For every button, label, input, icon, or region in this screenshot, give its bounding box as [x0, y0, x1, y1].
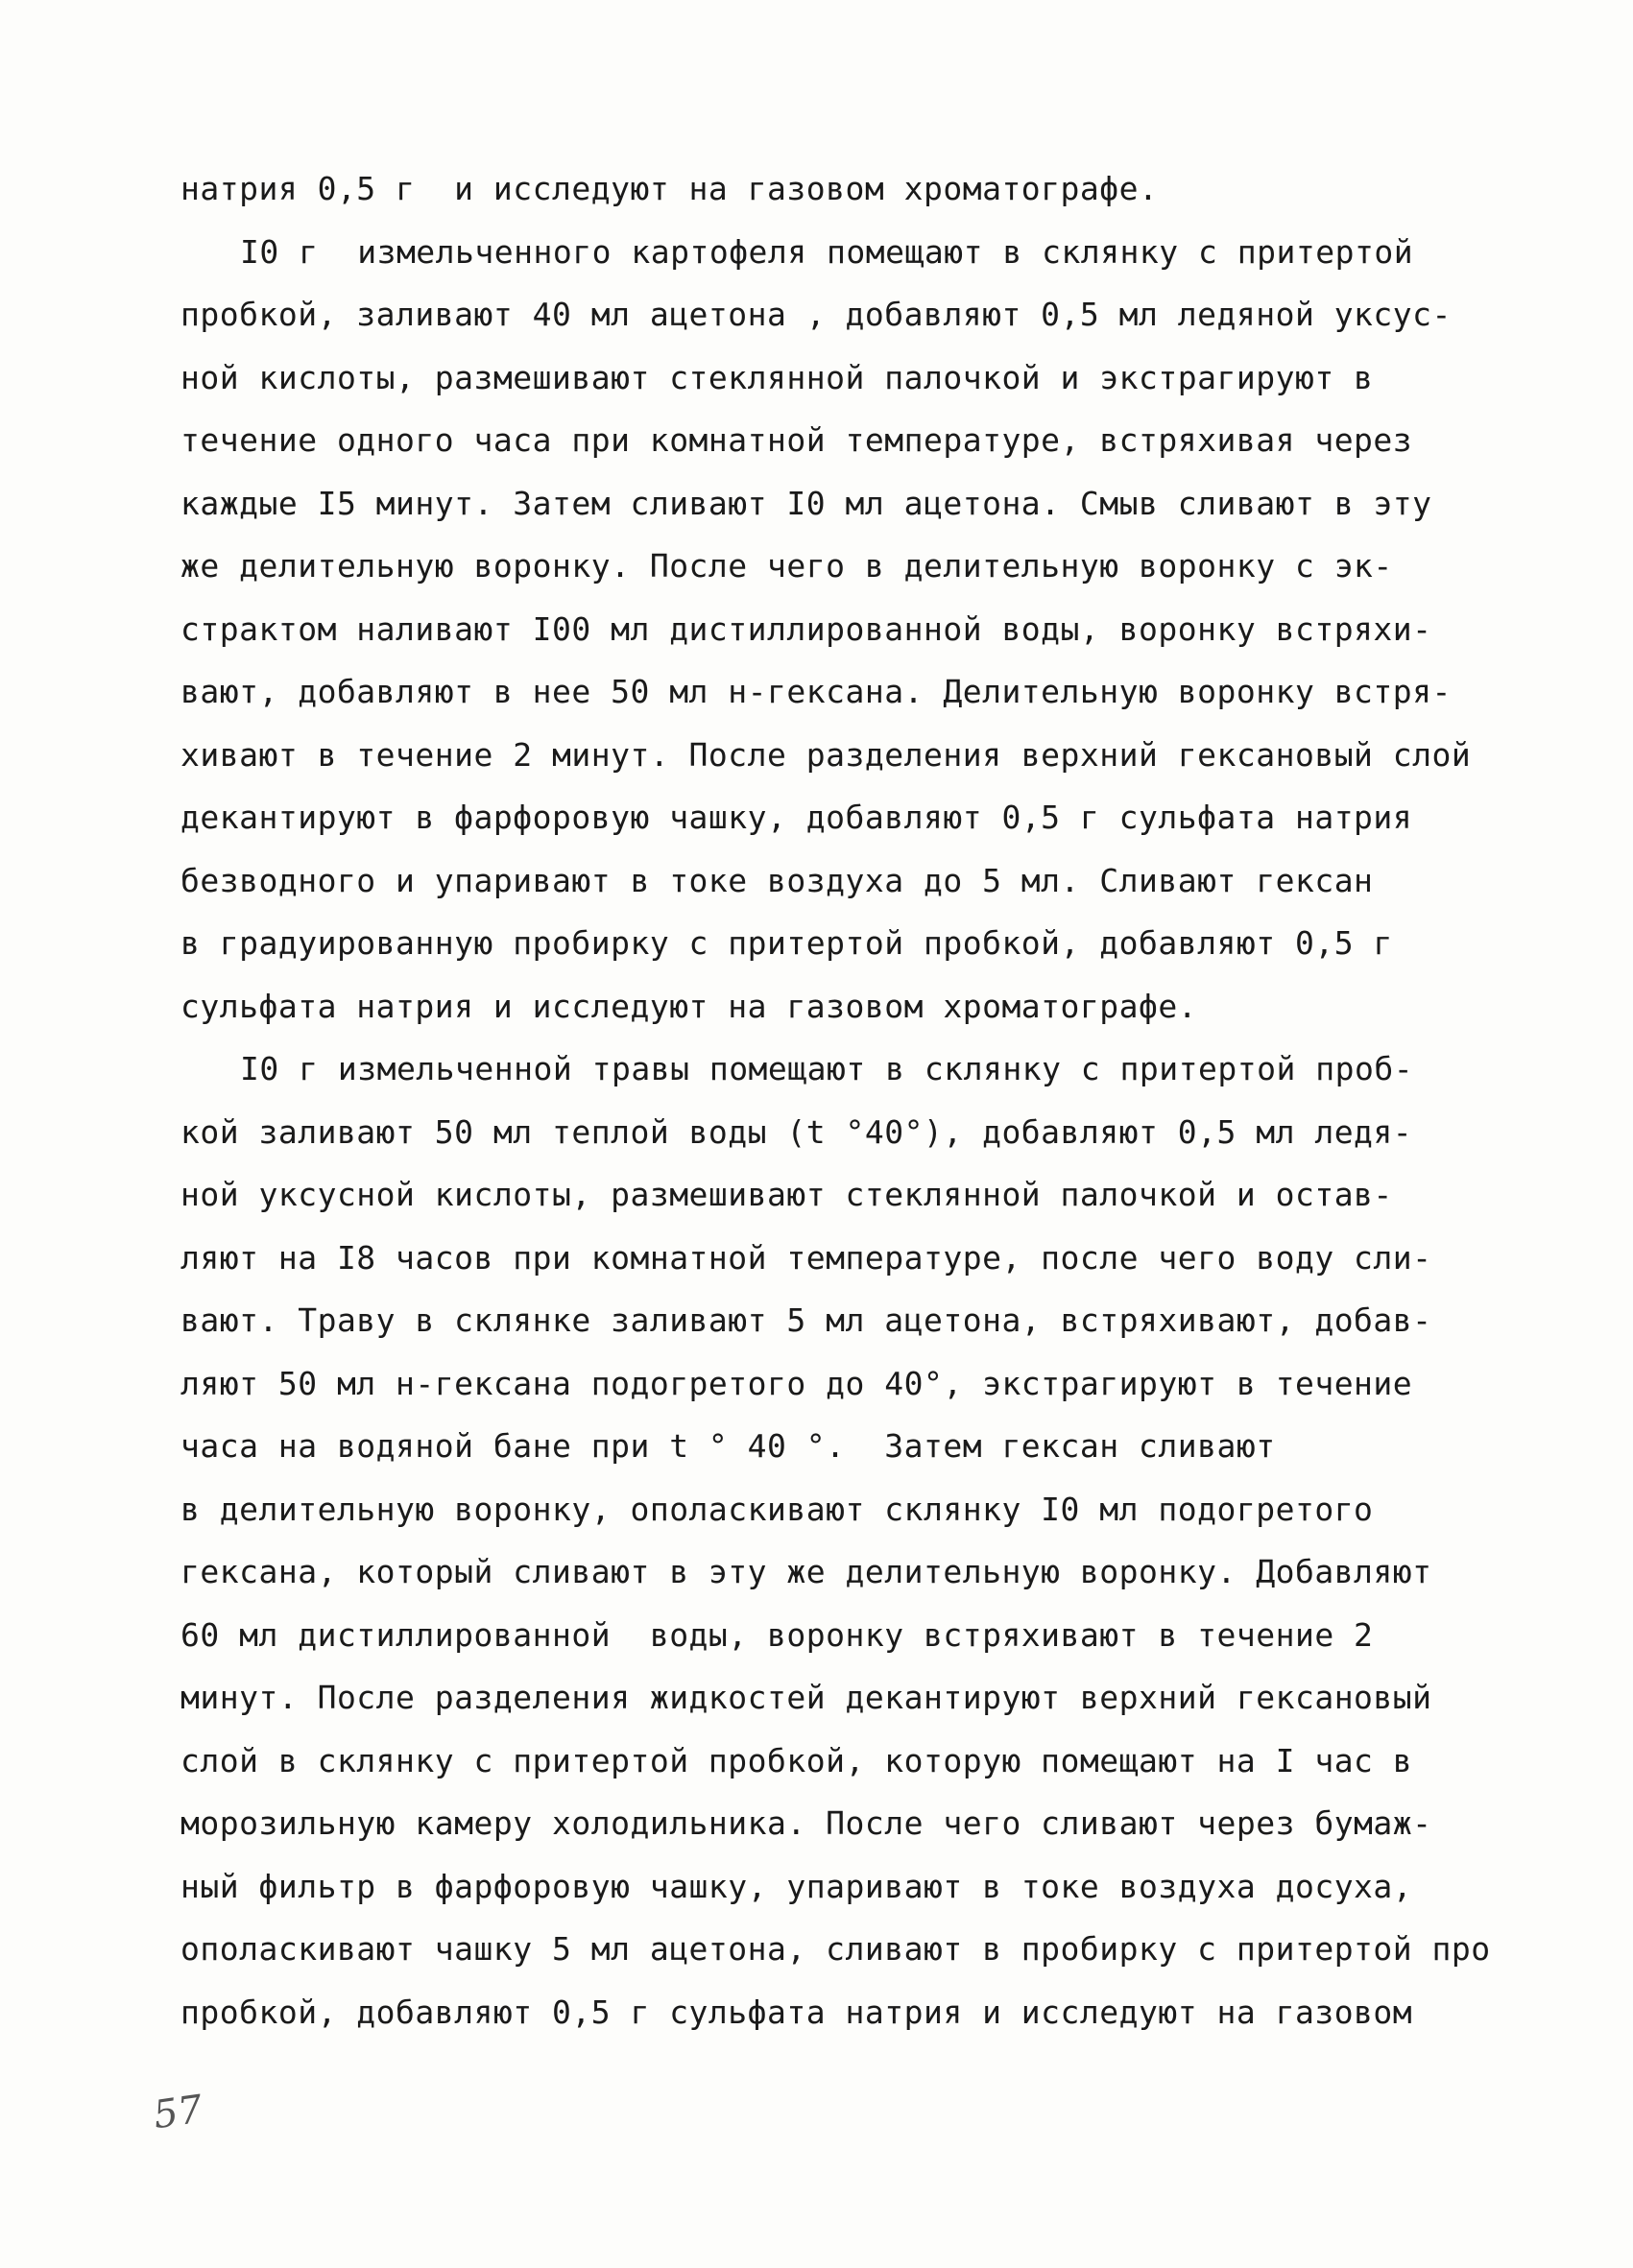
text-line: минут. После разделения жидкостей декантируют верхний гексановый: [180, 1679, 1432, 1716]
text-line: ополаскивают чашку 5 мл ацетона, сливают в пробирку с притертой про: [180, 1930, 1491, 1968]
text-line: слой в склянку с притертой пробкой, которую помещают на I час в: [180, 1741, 1413, 1779]
text-line: в градуированную пробирку с притертой пробкой, добавляют 0,5 г: [180, 924, 1393, 962]
text-line: хивают в течение 2 минут. После разделения верхний гексановый слой: [180, 735, 1472, 774]
text-line: вают, добавляют в нее 50 мл н-гексана. Делительную воронку встря-: [180, 673, 1452, 710]
body-text: [180, 157, 1491, 2043]
text-line: морозильную камеру холодильника. После чего сливают через бумаж-: [180, 1804, 1432, 1842]
paragraph-start-line: I0 г измельченного картофеля помещают в склянку с притертой: [240, 232, 1414, 271]
text-line: сульфата натрия и исследуют на газовом хроматографе.: [180, 987, 1198, 1025]
text-line: ный фильтр в фарфоровую чашку, упаривают в токе воздуха досуха,: [180, 1867, 1413, 1905]
text-line: кой заливают 50 мл теплой воды (t °40°), добавляют 0,5 мл ледя-: [180, 1112, 1413, 1151]
text-line: ной кислоты, размешивают стеклянной палочкой и экстрагируют в: [180, 358, 1374, 396]
text-line: ной уксусной кислоты, размешивают стеклянной палочкой и остав-: [180, 1176, 1393, 1213]
text-line: каждые I5 минут. Затем сливают I0 мл ацетона. Смыв сливают в эту: [180, 484, 1432, 522]
text-line: страктом наливают I00 мл дистиллированной воды, воронку встряхи-: [180, 609, 1432, 648]
handwritten-page-number: 57: [151, 2087, 205, 2138]
text-line: гексана, который сливают в эту же делительную воронку. Добавляют: [180, 1553, 1432, 1590]
text-line: же делительную воронку. После чего в делительную воронку с эк-: [180, 547, 1393, 585]
paragraph-start-line: I0 г измельченной травы помещают в склянку с притертой проб-: [240, 1050, 1414, 1087]
text-line: течение одного часа при комнатной температуре, встряхивая через: [180, 421, 1413, 459]
text-line: в делительную воронку, ополаскивают склянку I0 мл подогретого: [180, 1490, 1374, 1528]
text-line: ляют на I8 часов при комнатной температуре, после чего воду сли-: [180, 1238, 1432, 1277]
text-line: часа на водяной бане при t ° 40 °. Затем гексан сливают: [180, 1427, 1276, 1465]
text-line: безводного и упаривают в токе воздуха до 5 мл. Сливают гексан: [180, 861, 1374, 899]
text-line: 60 мл дистиллированной воды, воронку встряхивают в течение 2: [180, 1615, 1374, 1654]
text-line: вают. Траву в склянке заливают 5 мл ацетона, встряхивают, добав-: [180, 1301, 1432, 1339]
text-line: натрия 0,5 г и исследуют на газовом хроматографе.: [180, 170, 1159, 207]
text-line: пробкой, заливают 40 мл ацетона , добавляют 0,5 мл ледяной уксус-: [180, 296, 1452, 333]
text-line: пробкой, добавляют 0,5 г сульфата натрия и исследуют на газовом: [180, 1993, 1413, 2031]
text-line: декантируют в фарфоровую чашку, добавляют 0,5 г сульфата натрия: [180, 799, 1413, 836]
text-line: ляют 50 мл н-гексана подогретого до 40°, экстрагируют в течение: [180, 1364, 1413, 1402]
